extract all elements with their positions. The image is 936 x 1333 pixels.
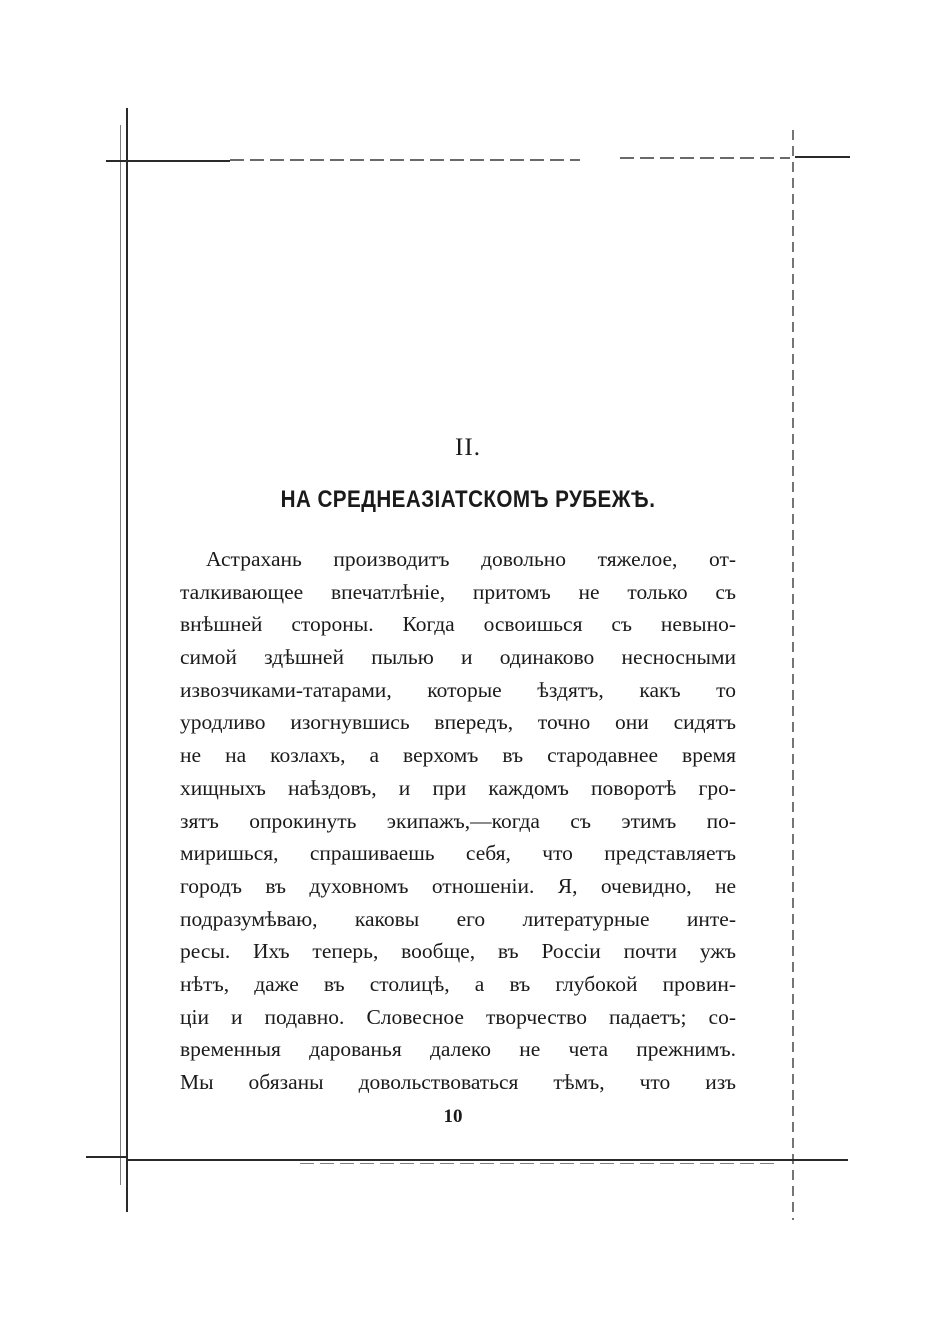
text-line: подразумѣваю, каковы его литературные инте-	[180, 906, 736, 931]
frame-left-vertical-rule	[126, 108, 128, 1212]
text-line: зятъ опрокинуть экипажъ,—когда съ этимъ по-	[180, 808, 736, 833]
text-line: симой здѣшней пылью и одинаково несносными	[180, 645, 736, 670]
frame-top-rule-dashed-right	[620, 157, 790, 159]
text-line: ціи и подавно. Словесное творчество падаетъ; со-	[180, 1004, 736, 1029]
chapter-number: II.	[455, 434, 481, 461]
text-line: ресы. Ихъ теперь, вообще, въ Россіи почти ужъ	[180, 939, 736, 964]
text-line: миришься, спрашиваешь себя, что представляетъ	[180, 841, 736, 866]
frame-top-rule-dashed	[230, 159, 580, 161]
frame-bottom-rule-left	[86, 1156, 126, 1158]
text-line: внѣшней стороны. Когда освоишься съ невыно-	[180, 612, 736, 637]
text-line: городъ въ духовномъ отношеніи. Я, очевидно, не	[180, 873, 736, 898]
frame-top-rule-right	[795, 156, 850, 158]
text-line: хищныхъ наѣздовъ, и при каждомъ поворотѣ гро-	[180, 775, 736, 800]
body-text	[180, 543, 736, 1099]
text-line: уродливо изогнувшись впередъ, точно они сидятъ	[180, 710, 736, 735]
frame-top-rule-left	[106, 160, 230, 162]
text-line: талкивающее впечатлѣніе, притомъ не только съ	[180, 579, 736, 604]
text-line: Астрахань производитъ довольно тяжелое, от-	[206, 547, 736, 571]
text-line: Мы обязаны довольствоваться тѣмъ, что изъ	[180, 1070, 736, 1094]
text-line: временныя дарованья далеко не чета прежнимъ.	[180, 1037, 736, 1062]
text-line: не на козлахъ, а верхомъ въ стародавнее время	[180, 743, 736, 768]
text-line: извозчиками-татарами, которые ѣздятъ, какъ то	[180, 677, 736, 702]
frame-bottom-rule-secondary	[300, 1163, 780, 1164]
page-number: 10	[443, 1106, 463, 1127]
chapter-title: НА СРЕДНЕАЗІАТСКОМЪ РУБЕЖѢ.	[280, 486, 656, 513]
text-line: нѣтъ, даже въ столицѣ, а въ глубокой провин-	[180, 971, 736, 996]
frame-left-vertical-rule-inner	[120, 125, 121, 1185]
frame-bottom-rule	[128, 1159, 848, 1161]
frame-right-vertical-rule	[792, 130, 794, 1220]
